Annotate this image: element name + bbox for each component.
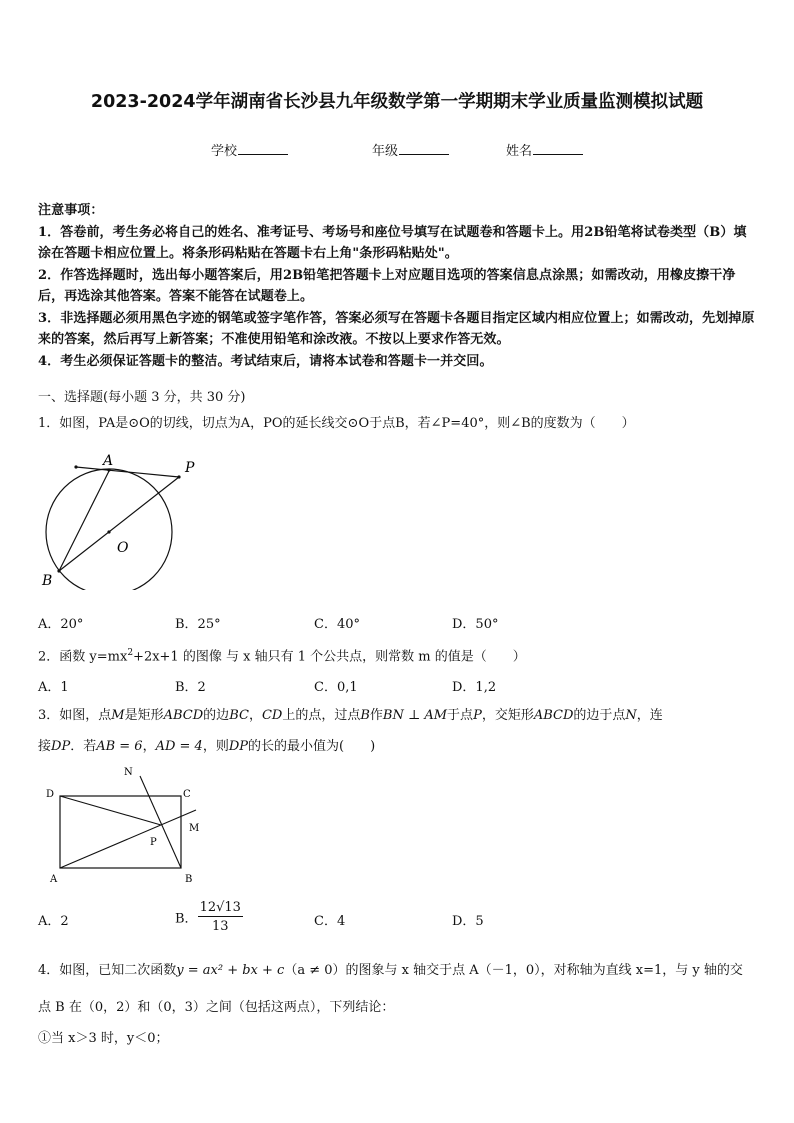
circle-o <box>46 469 172 590</box>
line-po-b <box>59 477 179 571</box>
q3-seg: ，交矩形 <box>481 708 534 723</box>
line-am <box>60 810 196 868</box>
label-d: D <box>46 789 55 800</box>
question-4-item-1: ①当 x＞3 时，y＜0； <box>38 1031 169 1046</box>
q3-seg: 上的点，过点 <box>282 708 361 723</box>
question-2-text <box>38 643 758 667</box>
label-c: C <box>183 789 191 800</box>
label-a: A <box>103 453 114 469</box>
q3-math: M <box>111 708 125 723</box>
label-p: P <box>185 460 195 476</box>
q3-math: P <box>473 708 482 723</box>
q3-option-d: D．5 <box>452 914 484 929</box>
label-b: B <box>185 874 193 885</box>
q3-seg: 于点 <box>447 708 474 723</box>
q3-option-b <box>175 900 243 934</box>
q3-seg: ，则 <box>202 739 229 754</box>
section-heading: 一、选择题(每小题 3 分，共 30 分) <box>38 390 246 405</box>
q3-seg: 是矩形 <box>124 708 164 723</box>
q3-seg: ， <box>248 708 262 723</box>
school-field <box>211 140 288 159</box>
q3-math: ABCD <box>533 708 574 723</box>
q3-math: CD <box>261 708 283 723</box>
q3-math: N <box>625 708 637 723</box>
q3-seg: 的边于点 <box>573 708 626 723</box>
fraction-denominator: 13 <box>211 919 229 934</box>
q1-option-c: C．40° <box>314 617 360 632</box>
q3-seg: ，连 <box>636 708 663 723</box>
q3-option-c: C．4 <box>314 914 346 929</box>
page-title: 2023-2024学年湖南省长沙县九年级数学第一学期期末学业质量监测模拟试题 <box>90 92 704 112</box>
q3-seg: ．若 <box>70 739 97 754</box>
q3-math: DP <box>228 739 249 754</box>
q3-option-b-prefix: B． <box>175 911 198 927</box>
q3-seg: 接 <box>38 739 52 754</box>
q3-seg: 的边 <box>203 708 230 723</box>
label-o: O <box>117 540 129 556</box>
q2-option-c: C．0,1 <box>314 680 358 695</box>
point-dot <box>74 465 77 468</box>
point-b-dot <box>57 569 60 572</box>
q3-math: ABCD <box>163 708 204 723</box>
label-a: A <box>50 874 58 885</box>
school-blank <box>238 142 288 155</box>
label-m: M <box>189 823 200 834</box>
name-blank <box>533 142 583 155</box>
q3-option-a: A．2 <box>38 914 69 929</box>
q3-option-b-fraction <box>198 900 243 934</box>
question-1-text: 1．如图，PA是⊙O的切线，切点为A，PO的延长线交⊙O于点B，若∠P=40°，则∠B的度数为（ ） <box>38 416 635 431</box>
q2-option-d: D．1,2 <box>452 680 497 695</box>
q1-option-a: A．20° <box>38 617 84 632</box>
question-4-text-line2: 点 B 在（0，2）和（0，3）之间（包括这两点），下列结论： <box>38 1000 395 1015</box>
notes <box>38 200 758 372</box>
q1-option-b: B．25° <box>175 617 221 632</box>
line-dp <box>60 796 161 825</box>
label-p: P <box>150 837 157 848</box>
note-item: 1．答卷前，考生务必将自己的姓名、准考证号、考场号和座位号填写在试题卷和答题卡上。用2B铅笔将试卷类型（B）填涂在答题卡相应位置上。将条形码粘贴在答题卡右上角"条形码粘贴处"。 <box>38 224 747 261</box>
note-item: 2．作答选择题时，选出每小题答案后，用2B铅笔把答题卡上对应题目选项的答案信息点涂黑；如需改动，用橡皮擦干净后，再选涂其他答案。答案不能答在试题卷上。 <box>38 267 736 304</box>
q3-math: DP <box>51 739 71 754</box>
point-o-dot <box>107 530 110 533</box>
q3-math: AD = 4 <box>155 739 203 754</box>
q3-rectangle-figure <box>40 762 210 890</box>
fraction-numerator: 12√13 <box>199 900 241 915</box>
line-bn <box>140 776 181 868</box>
q3-math: B <box>360 708 370 723</box>
name-field <box>506 140 583 159</box>
grade-blank <box>399 142 449 155</box>
name-label: 姓名 <box>506 144 533 159</box>
q4-seg: 的图象与 x 轴交于点 A（－1，0），对称轴为直线 x=1，与 y 轴的交 <box>345 963 743 978</box>
q4-formula: y = ax² + bx + c <box>176 963 285 978</box>
label-b: B <box>42 573 53 589</box>
q3-seg: 的长的最小值为( ) <box>248 739 376 754</box>
q4-condition: （a ≠ 0） <box>284 963 346 978</box>
note-item: 3．非选择题必须用黑色字迹的钢笔或签字笔作答，答案必须写在答题卡各题目指定区域内相应位置上；如需改动，先划掉原来的答案，然后再写上新答案；不准使用铅笔和涂改液。不按以上要求作答无效。 <box>38 310 755 347</box>
note-item: 4．考生必须保证答题卡的整洁。考试结束后，请将本试卷和答题卡一并交回。 <box>38 353 493 369</box>
label-n: N <box>124 767 133 778</box>
q2-option-a: A．1 <box>38 680 69 695</box>
q3-math: AB = 6 <box>96 739 143 754</box>
point-p-dot <box>177 475 180 478</box>
rectangle-abcd <box>60 796 181 868</box>
question-3-text <box>38 705 758 727</box>
q3-seg: 3．如图，点 <box>38 708 112 723</box>
question-4-text <box>38 960 758 981</box>
q3-seg: 作 <box>369 708 383 723</box>
q3-seg: ， <box>142 739 156 754</box>
q4-seg: 4．如图，已知二次函数 <box>38 963 177 978</box>
question-3-text-line2 <box>38 736 758 758</box>
q3-math: BC <box>229 708 249 723</box>
school-label: 学校 <box>211 144 238 159</box>
q2-exponent: 2 <box>127 648 134 658</box>
q2-text-post: +2x+1 的图像 与 x 轴只有 1 个公共点，则常数 m 的值是（ ） <box>133 649 526 665</box>
grade-label: 年级 <box>372 144 399 159</box>
q2-option-b: B．2 <box>175 680 206 695</box>
notes-heading: 注意事项： <box>38 203 104 218</box>
q2-text-pre: 2．函数 y=mx <box>38 649 128 665</box>
q3-math: BN ⊥ AM <box>382 708 448 723</box>
q1-circle-figure <box>36 450 206 590</box>
q1-option-d: D．50° <box>452 617 499 632</box>
grade-field <box>372 140 449 159</box>
